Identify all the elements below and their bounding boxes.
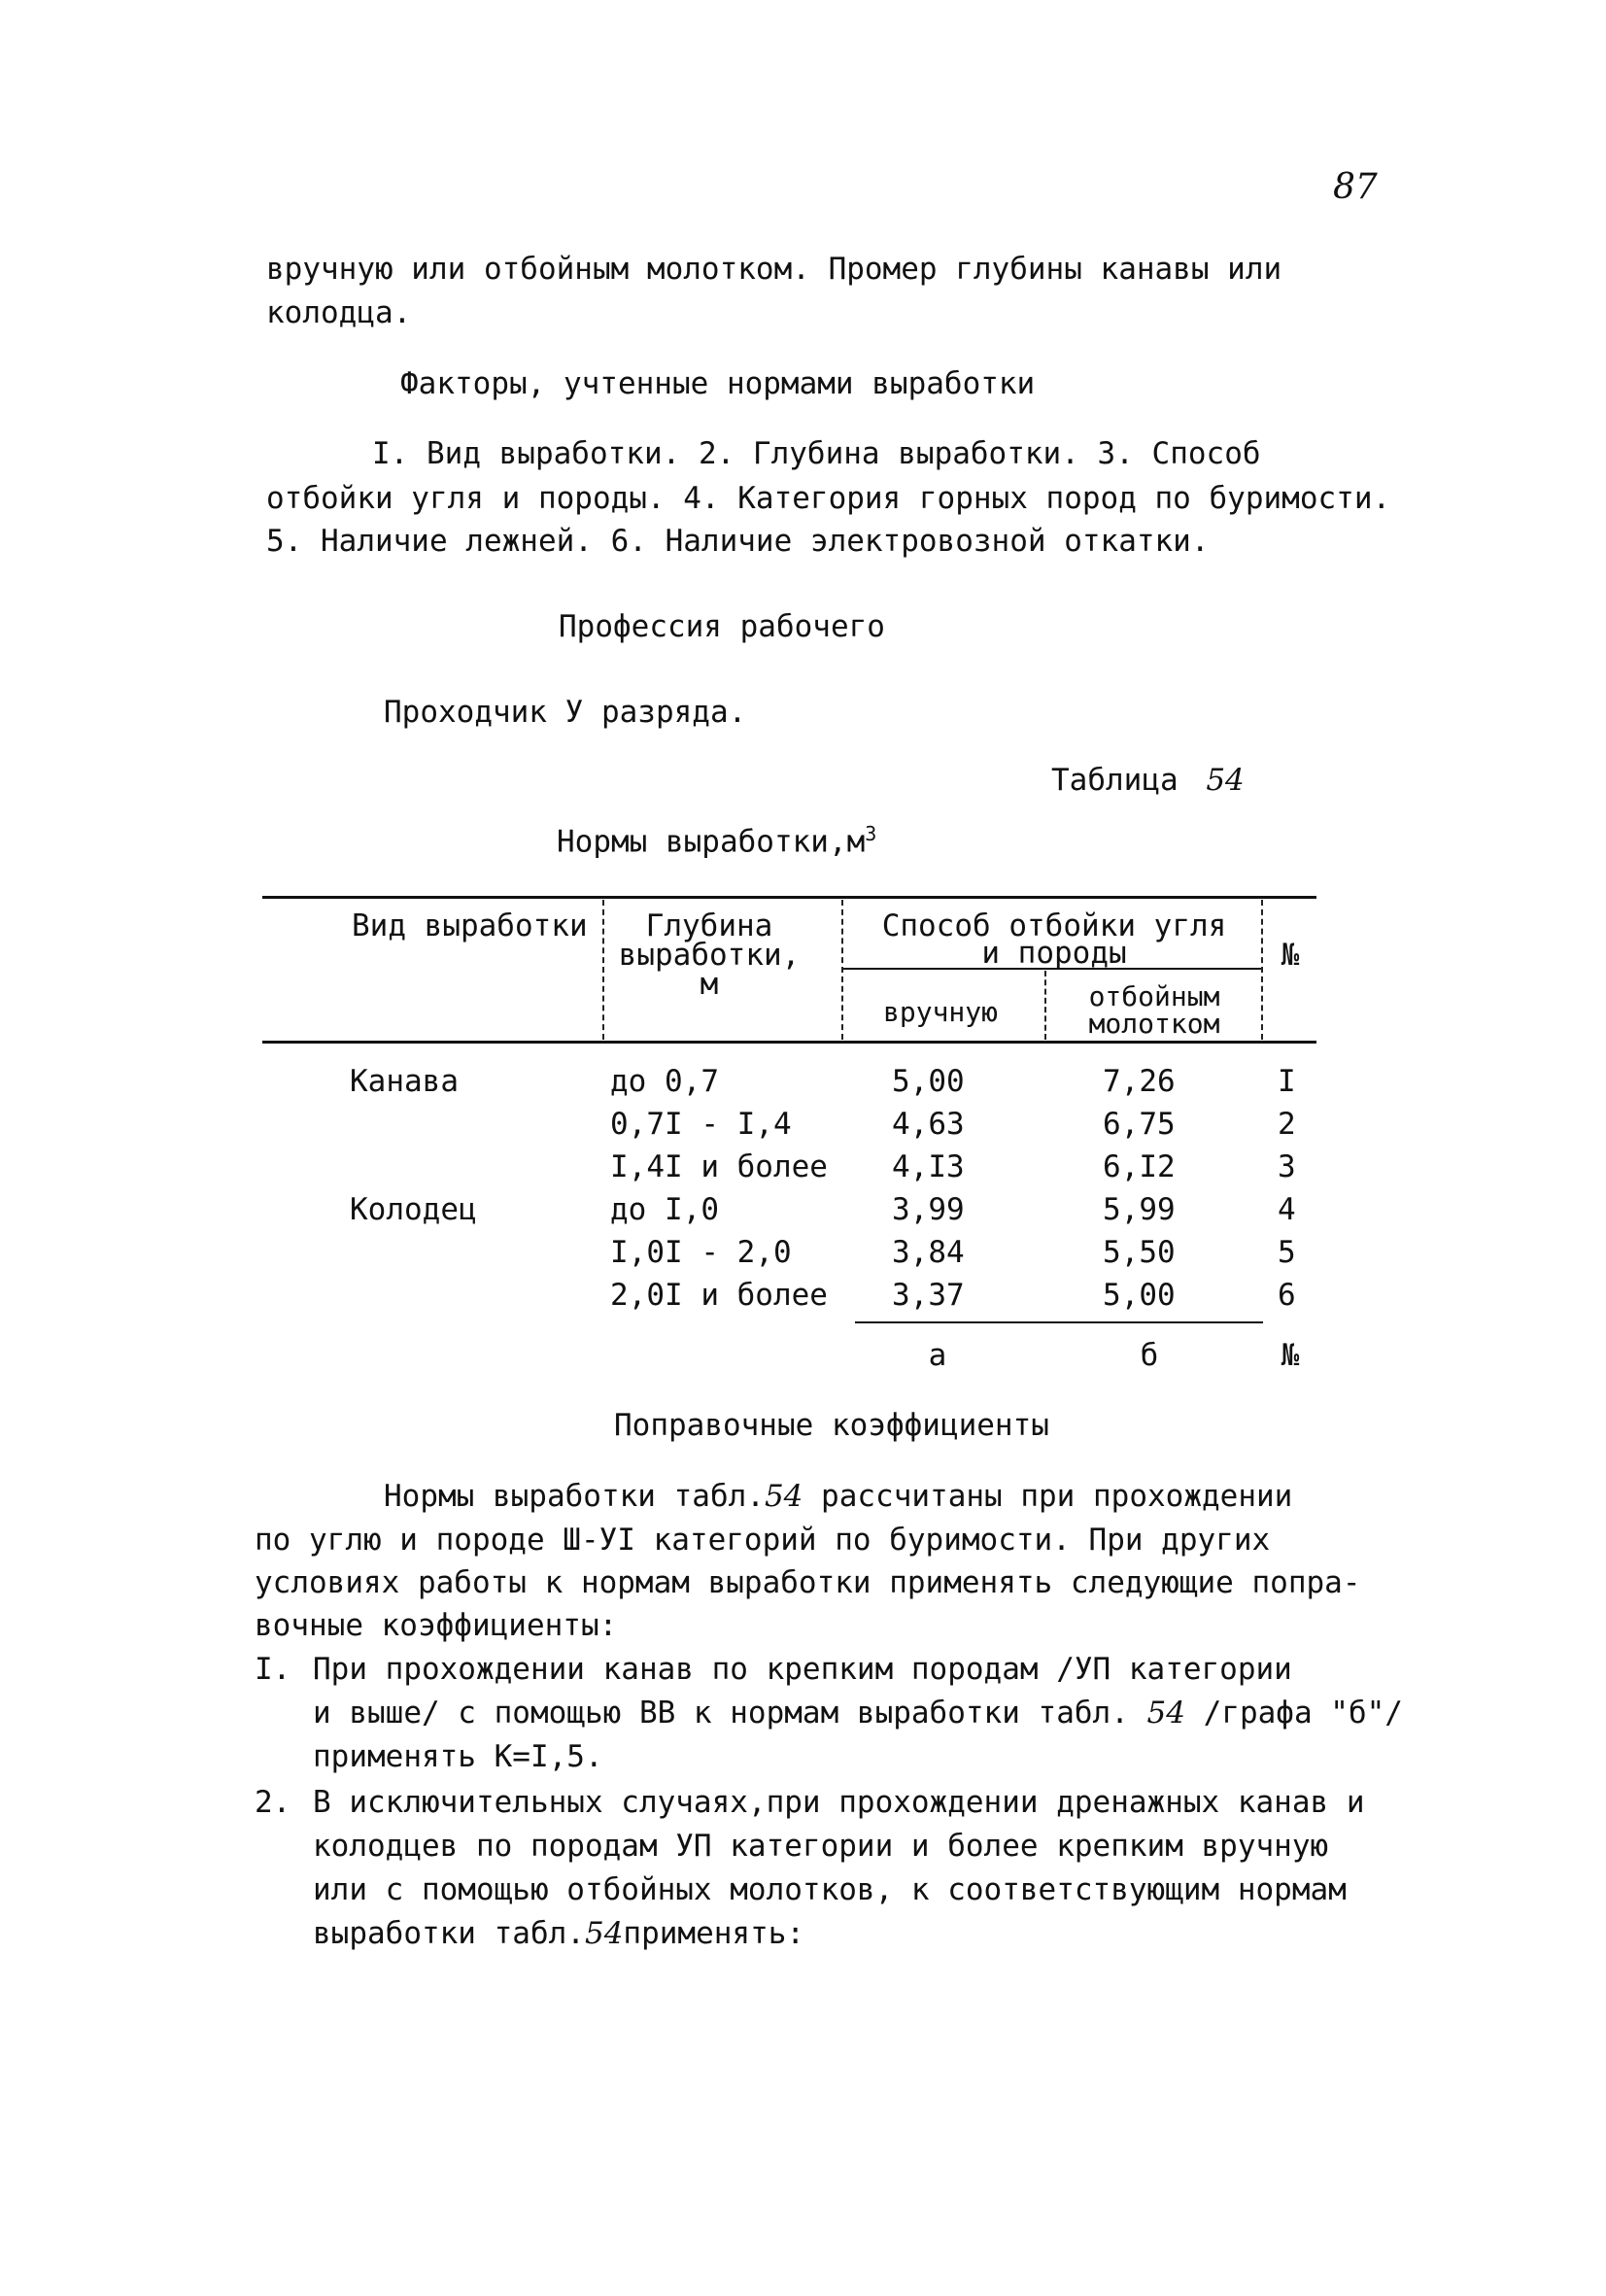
row-3-num: 3	[1278, 1149, 1296, 1184]
row-2-num: 2	[1278, 1107, 1296, 1142]
coeff-item-2-text-a: выработки табл.	[313, 1916, 585, 1951]
coeff-p1-line-4: вочные коэффициенты:	[255, 1608, 618, 1643]
row-2-hammer: 6,75	[1103, 1107, 1176, 1142]
coeff-p1-text-b: рассчитаны при прохождении	[803, 1479, 1293, 1514]
factors-line-1: I. Вид выработки. 2. Глубина выработки. 3. Способ	[372, 436, 1261, 471]
row-4-manual: 3,99	[892, 1192, 965, 1227]
row-4-type: Колодец	[350, 1192, 477, 1227]
factors-line-3: 5. Наличие лежней. 6. Наличие электровозной откатки.	[266, 524, 1210, 559]
header-manual: вручную	[882, 996, 999, 1028]
header-type: Вид выработки	[352, 908, 588, 943]
table-title-superscript: 3	[865, 822, 877, 845]
coefficients-heading: Поправочные коэффициенты	[614, 1408, 1049, 1443]
row-3-depth: I,4I и более	[610, 1149, 828, 1184]
coeff-p1-line-1	[384, 1479, 1293, 1514]
footer-col-num: №	[1281, 1338, 1300, 1373]
header-hammer-line-2: молотком	[1088, 1008, 1220, 1040]
row-4-depth: до I,0	[610, 1192, 719, 1227]
row-6-num: 6	[1278, 1278, 1296, 1313]
header-method-line-2: и породы	[981, 936, 1127, 971]
header-depth-line-3: м	[700, 967, 719, 1002]
row-6-manual: 3,37	[892, 1278, 965, 1313]
coeff-p1-table-number: 54	[764, 1479, 803, 1514]
coeff-p1-line-3: условиях работы к нормам выработки применять следующие попра-	[255, 1565, 1361, 1600]
col-divider-2	[841, 900, 843, 1040]
row-3-manual: 4,I3	[892, 1149, 965, 1184]
row-2-depth: 0,7I - I,4	[610, 1107, 792, 1142]
row-1-hammer: 7,26	[1103, 1064, 1176, 1099]
row-1-num: I	[1278, 1064, 1296, 1099]
coeff-item-1-text-b: /графа "б"/	[1184, 1696, 1403, 1731]
header-bottom-rule	[262, 1041, 1316, 1044]
row-5-manual: 3,84	[892, 1235, 965, 1270]
row-1-type: Канава	[350, 1064, 459, 1099]
factors-heading: Факторы, учтенные нормами выработки	[400, 366, 1036, 401]
profession-heading: Профессия рабочего	[559, 609, 885, 644]
worker-grade: Проходчик У разряда.	[384, 695, 747, 730]
row-4-hammer: 5,99	[1103, 1192, 1176, 1227]
factors-line-2: отбойки угля и породы. 4. Категория горных пород по буримости.	[266, 481, 1391, 516]
table-footer-rule	[855, 1321, 1263, 1323]
table-number: 54	[1206, 763, 1245, 798]
header-depth-line-2: выработки,	[618, 938, 801, 973]
header-method-line-1: Способ отбойки угля	[881, 908, 1227, 943]
header-depth-line-1: Глубина	[645, 908, 773, 943]
row-5-num: 5	[1278, 1235, 1296, 1270]
table-title-text: Нормы выработки,м	[557, 824, 866, 860]
table-label	[1051, 763, 1245, 798]
page-number: 87	[1333, 167, 1378, 207]
col-divider-4	[1261, 900, 1263, 1040]
footer-col-b: б	[1140, 1338, 1159, 1373]
coeff-item-1-marker: I.	[255, 1652, 291, 1687]
row-4-num: 4	[1278, 1192, 1296, 1227]
coeff-item-2-line-2: колодцев по породам УП категории и более крепким вручную	[313, 1829, 1329, 1864]
row-1-depth: до 0,7	[610, 1064, 719, 1099]
coeff-item-2-marker: 2.	[255, 1785, 291, 1820]
coeff-item-2-line-3: или с помощью отбойных молотков, к соответствующим нормам	[313, 1872, 1347, 1907]
coeff-item-2-table-number: 54	[584, 1916, 624, 1951]
col-divider-1	[602, 900, 604, 1040]
header-num: №	[1281, 938, 1300, 973]
row-2-manual: 4,63	[892, 1107, 965, 1142]
row-3-hammer: 6,I2	[1103, 1149, 1176, 1184]
coeff-item-1-text-a: и выше/ с помощью ВВ к нормам выработки табл.	[313, 1696, 1147, 1731]
intro-line-2: колодца.	[266, 295, 412, 330]
row-6-depth: 2,0I и более	[610, 1278, 828, 1313]
table-top-rule	[262, 896, 1316, 899]
row-1-manual: 5,00	[892, 1064, 965, 1099]
table-title	[557, 822, 877, 860]
coeff-item-2-text-b: применять:	[623, 1916, 805, 1951]
coeff-item-1-line-3: применять К=I,5.	[313, 1739, 603, 1774]
coeff-p1-line-2: по углю и породе Ш-УI категорий по буримости. При других	[255, 1523, 1271, 1558]
coeff-item-2-line-4	[313, 1916, 805, 1951]
coeff-item-1-line-1: При прохождении канав по крепким породам /УП категории	[313, 1652, 1292, 1687]
coeff-item-1-table-number: 54	[1146, 1696, 1185, 1731]
row-6-hammer: 5,00	[1103, 1278, 1176, 1313]
row-5-hammer: 5,50	[1103, 1235, 1176, 1270]
col-divider-3	[1044, 971, 1046, 1040]
coeff-item-2-line-1: В исключительных случаях,при прохождении дренажных канав и	[313, 1785, 1365, 1820]
header-hammer-line-1: отбойным	[1088, 980, 1220, 1012]
coeff-p1-text-a: Нормы выработки табл.	[384, 1479, 765, 1514]
table-label-text: Таблица	[1051, 763, 1179, 798]
row-5-depth: I,0I - 2,0	[610, 1235, 792, 1270]
coeff-item-1-line-2	[313, 1698, 1403, 1729]
footer-col-a: а	[928, 1338, 947, 1373]
intro-line-1: вручную или отбойным молотком. Промер глубины канавы или	[266, 252, 1282, 287]
